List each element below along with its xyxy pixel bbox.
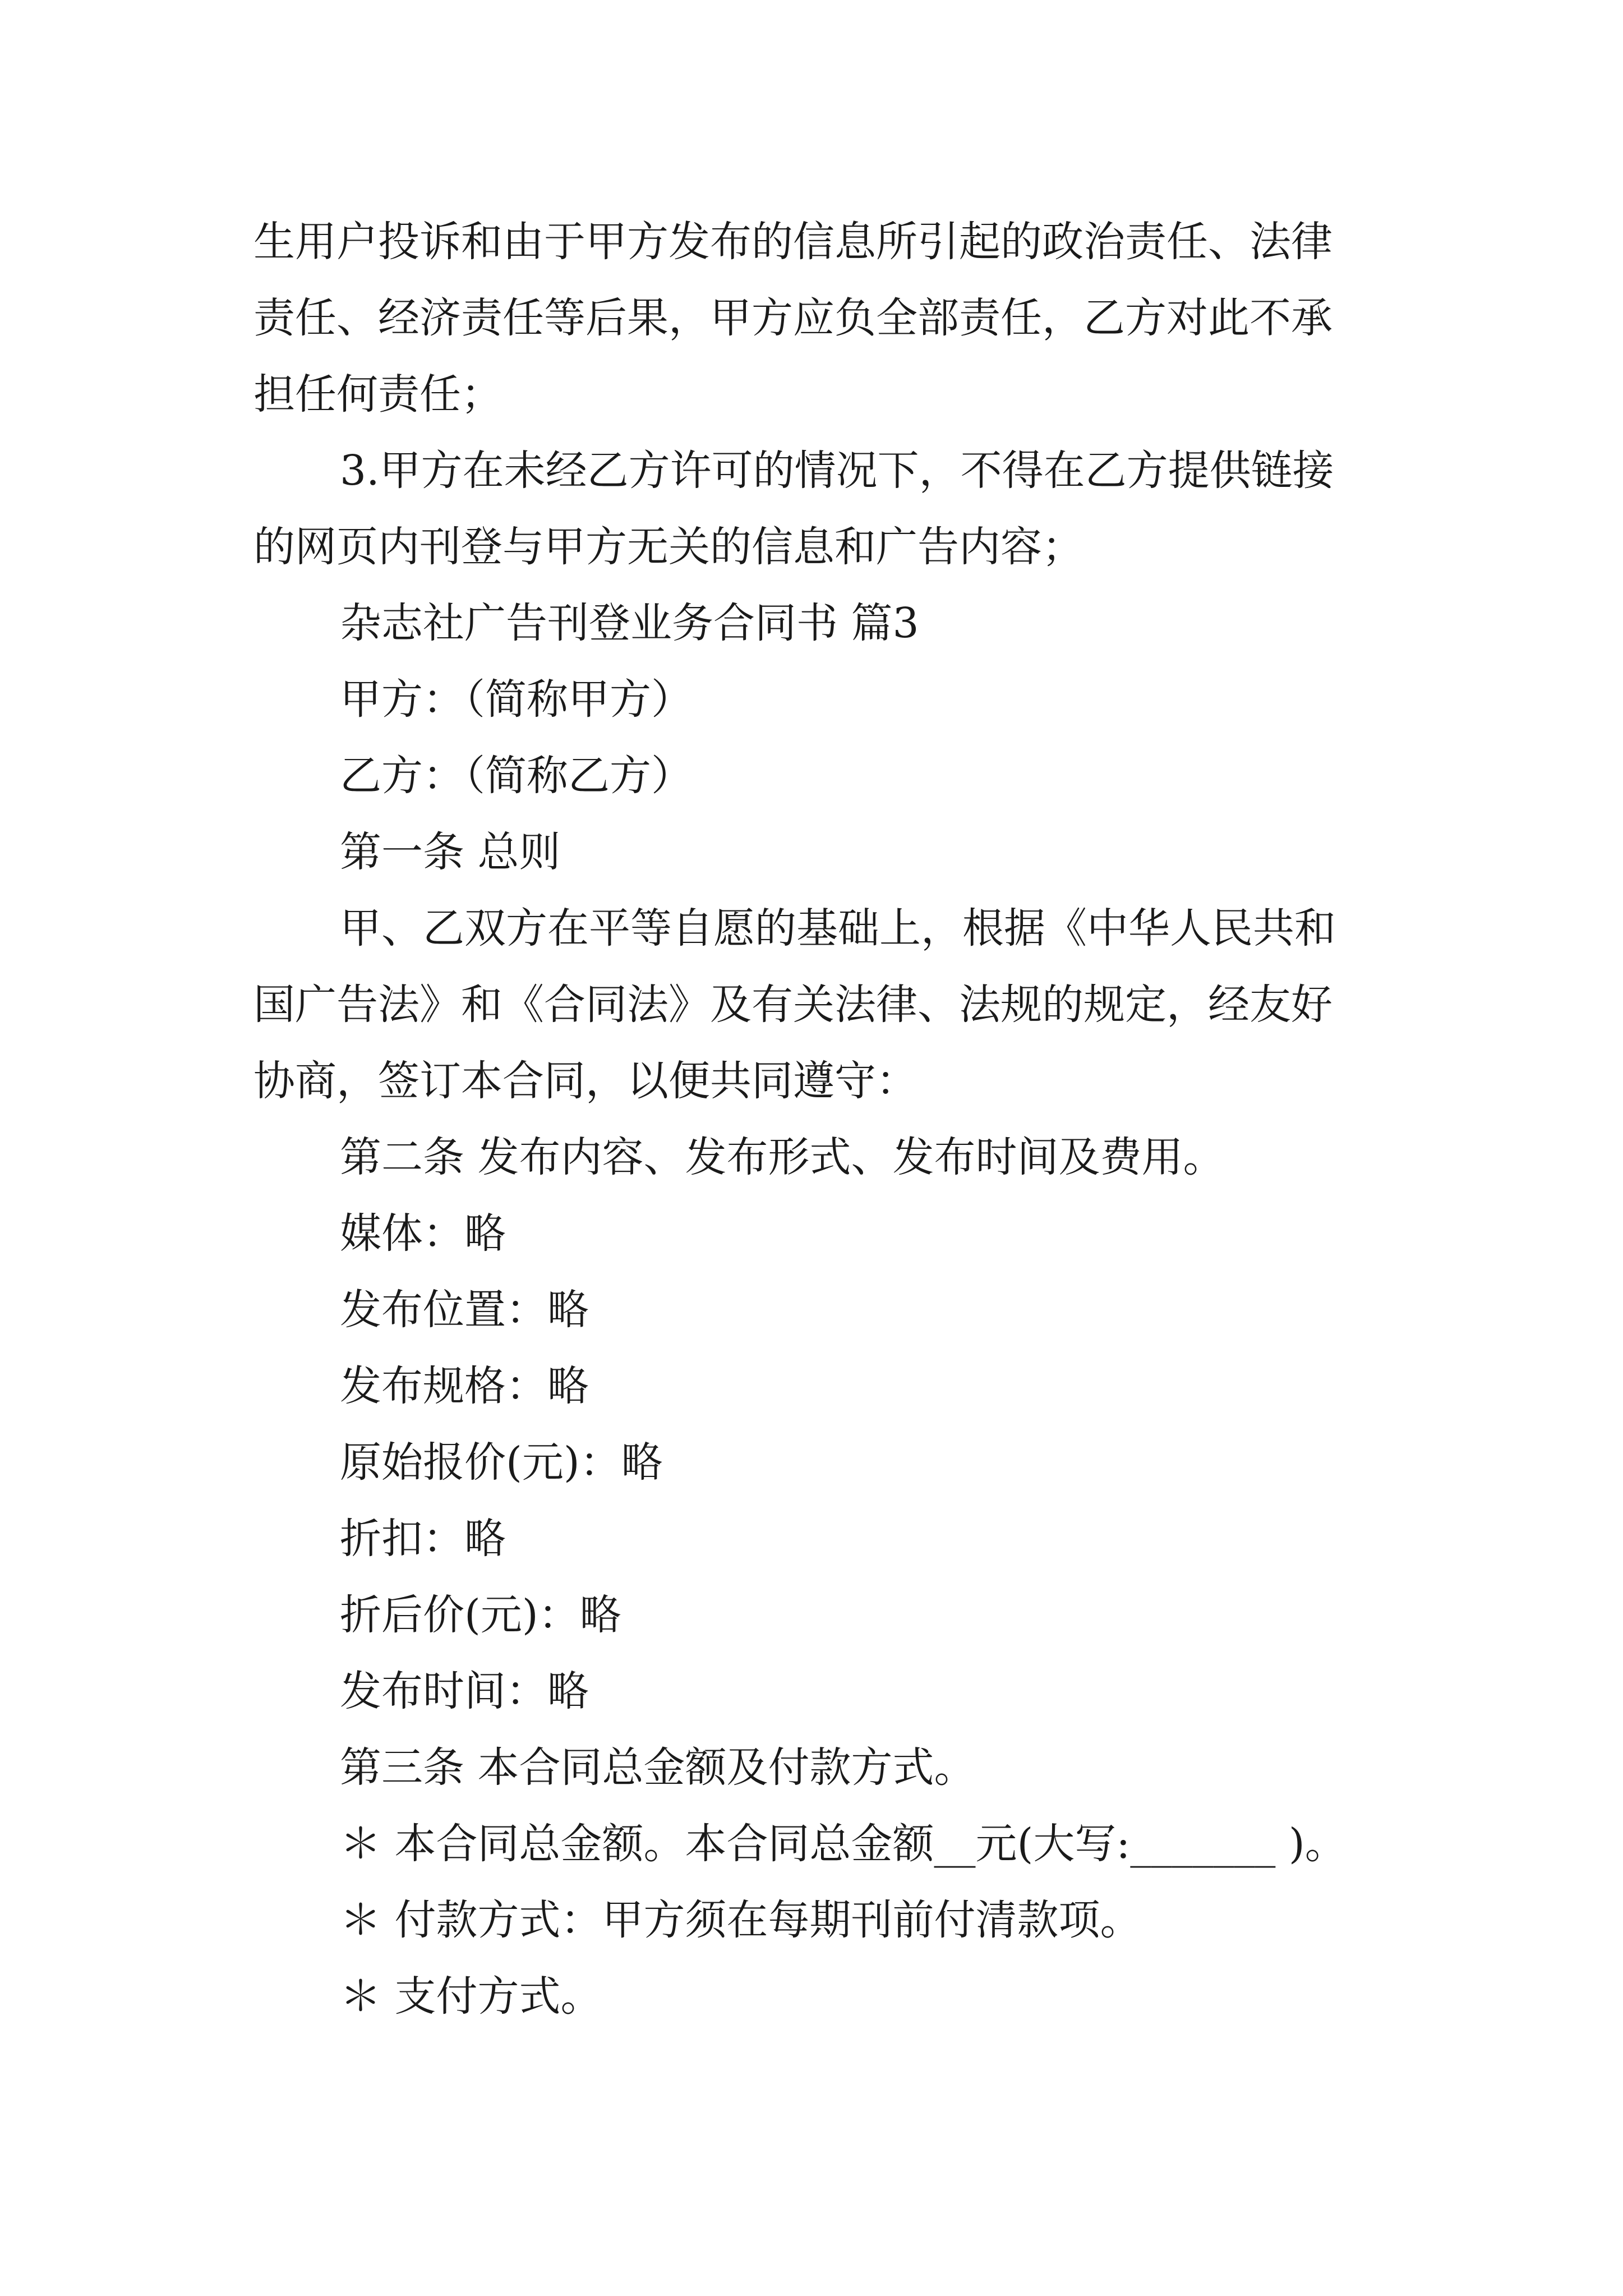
bullet-line: ＊ 支付方式。 xyxy=(340,1972,602,2021)
field-line: 发布规格：略 xyxy=(340,1362,589,1410)
paragraph-line: 责任、经济责任等后果，甲方应负全部责任，乙方对此不承 xyxy=(253,294,1332,342)
field-line: 发布位置：略 xyxy=(340,1286,589,1334)
paragraph-line: 协商，签订本合同，以便共同遵守： xyxy=(253,1057,917,1105)
paragraph-line: 国广告法》和《合同法》及有关法律、法规的规定，经友好 xyxy=(253,981,1332,1029)
paragraph-line: 3.甲方在未经乙方许可的情况下，不得在乙方提供链接 xyxy=(340,447,1334,495)
article-heading: 第三条 本合同总金额及付款方式。 xyxy=(340,1743,976,1792)
paragraph-line: 甲、乙双方在平等自愿的基础上，根据《中华人民共和 xyxy=(340,904,1336,953)
party-b-line: 乙方：（简称乙方） xyxy=(340,752,693,800)
field-line: 折扣：略 xyxy=(340,1515,506,1563)
bullet-line: ＊ 本合同总金额。本合同总金额__元(大写:_______ )。 xyxy=(340,1820,1347,1868)
field-line: 发布时间：略 xyxy=(340,1667,589,1715)
article-heading: 第二条 发布内容、发布形式、发布时间及费用。 xyxy=(340,1133,1225,1181)
section-heading: 杂志社广告刊登业务合同书 篇3 xyxy=(340,599,919,647)
paragraph-line: 的网页内刊登与甲方无关的信息和广告内容； xyxy=(253,523,1083,571)
field-line: 原始报价(元)：略 xyxy=(340,1438,663,1487)
party-a-line: 甲方：（简称甲方） xyxy=(340,675,693,724)
paragraph-line: 生用户投诉和由于甲方发布的信息所引起的政治责任、法律 xyxy=(253,218,1332,266)
bullet-line: ＊ 付款方式：甲方须在每期刊前付清款项。 xyxy=(340,1896,1142,1944)
field-line: 折后价(元)：略 xyxy=(340,1591,621,1639)
article-heading: 第一条 总则 xyxy=(340,828,561,876)
field-line: 媒体：略 xyxy=(340,1209,506,1258)
paragraph-line: 担任何责任； xyxy=(253,370,502,418)
